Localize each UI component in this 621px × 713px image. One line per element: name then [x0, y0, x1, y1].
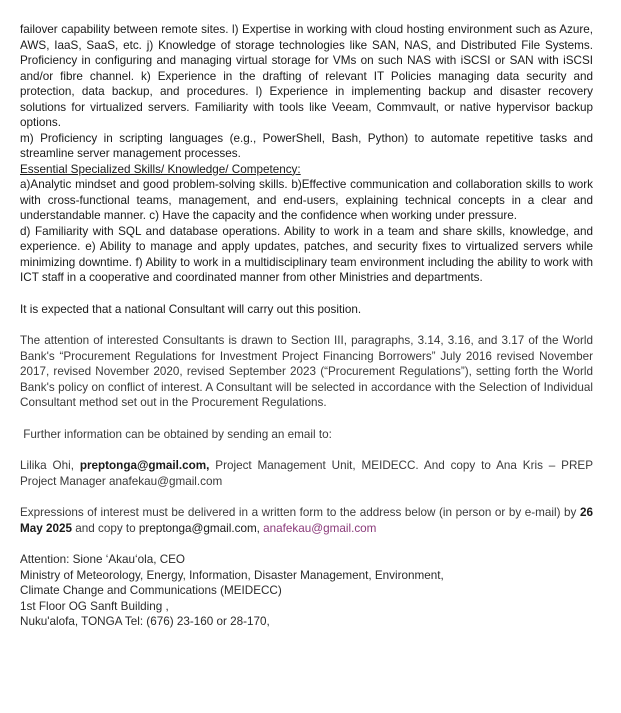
further-info-line: Further information can be obtained by sending an email to: — [20, 427, 332, 441]
skills-paragraph-1: failover capability between remote sites. l) Expertise in working with cloud hosting environment such as Azure, AWS, IaaS, SaaS, etc. j) Knowledge of storage technologies like SAN, NAS, and Distributed File Systems. Proficiency in configuring and managing virtual storage for VMs on such NAS with iSCSI or SAN with iSCSI and/or fibre channel. k) Experience in the drafting of relevant IT Policies managing data security and protection, data backup, and procedures. l) Experience in implementing backup and disaster recovery solutions for virtualized servers. Familiarity with tools like Veeam, Commvault, or native hypervisor backup options. — [20, 23, 593, 129]
address-line-building: 1st Floor OG Sanft Building , — [20, 599, 169, 613]
address-line-city-tel: Nuku'alofa, TONGA Tel: (676) 23-160 or 28-170, — [20, 615, 270, 628]
expressions-text: Expressions of interest must be delivered in a written form to the address below (in person or by e-mail) by — [20, 506, 580, 519]
contact-email[interactable]: preptonga@gmail.com, — [79, 459, 210, 472]
address-block — [20, 552, 593, 630]
skills-paragraph-3: a)Analytic mindset and good problem-solving skills. b)Effective communication and collaboration skills to work with cross-functional teams, management, and end-users, explaining technical concepts in a clear and understandable manner. c) Have the capacity and the confidence when working under pressure. — [20, 178, 593, 222]
skills-heading: Essential Specialized Skills/ Knowledge/ Competency: — [20, 162, 301, 176]
procurement-paragraph: The attention of interested Consultants is drawn to Section III, paragraphs, 3.14, 3.16, and 3.17 of the World Bank's “Procurement Regulations for Investment Project Financing Borrowers” July 2016 revised November 2017, revised November 2020, revised September 2023 (“Procurement Regulations”), setting forth the World Bank's policy on conflict of interest. A Consultant will be selected in accordance with the Selection of Individual Consultant method set out in the Procurement Regulations. — [20, 334, 593, 409]
expressions-copy-text: and copy to — [71, 521, 139, 535]
contact-paragraph — [20, 458, 593, 489]
address-line-ministry-cont: Climate Change and Communications (MEIDECC) — [20, 584, 282, 597]
expressions-email-2[interactable]: anafekau@gmail.com — [259, 521, 377, 535]
skills-paragraph-2: m) Proficiency in scripting languages (e.g., PowerShell, Bash, Python) to automate repetitive tasks and streamline server management processes. — [20, 131, 593, 160]
national-consultant-note: It is expected that a national Consultant will carry out this position. — [20, 302, 362, 316]
document-page — [20, 22, 593, 630]
expressions-email-1[interactable]: preptonga@gmail.com, — [138, 521, 260, 535]
skills-paragraph-4: d) Familiarity with SQL and database operations. Ability to work in a team and share skills, knowledge, and experience. e) Ability to manage and apply updates, patches, and security fixes to virtualized servers while minimizing downtime. f) Ability to work in a multidisciplinary team environment including the ability to work with ICT staff in a cooperative and coordinated manner from other Ministries and departments. — [20, 224, 593, 284]
expressions-deadline: 26 May 2025 — [20, 506, 593, 535]
address-line-ministry: Ministry of Meteorology, Energy, Information, Disaster Management, Environment, — [20, 568, 444, 582]
address-line-attention: Attention: Sione ‘Akau‘ola, CEO — [20, 553, 186, 566]
expressions-paragraph — [20, 505, 593, 536]
contact-name: Lilika Ohi, — [20, 459, 80, 472]
contact-rest: Project Management Unit, MEIDECC. And copy to Ana Kris – PREP Project Manager anafekau@gmail.com — [20, 459, 593, 488]
